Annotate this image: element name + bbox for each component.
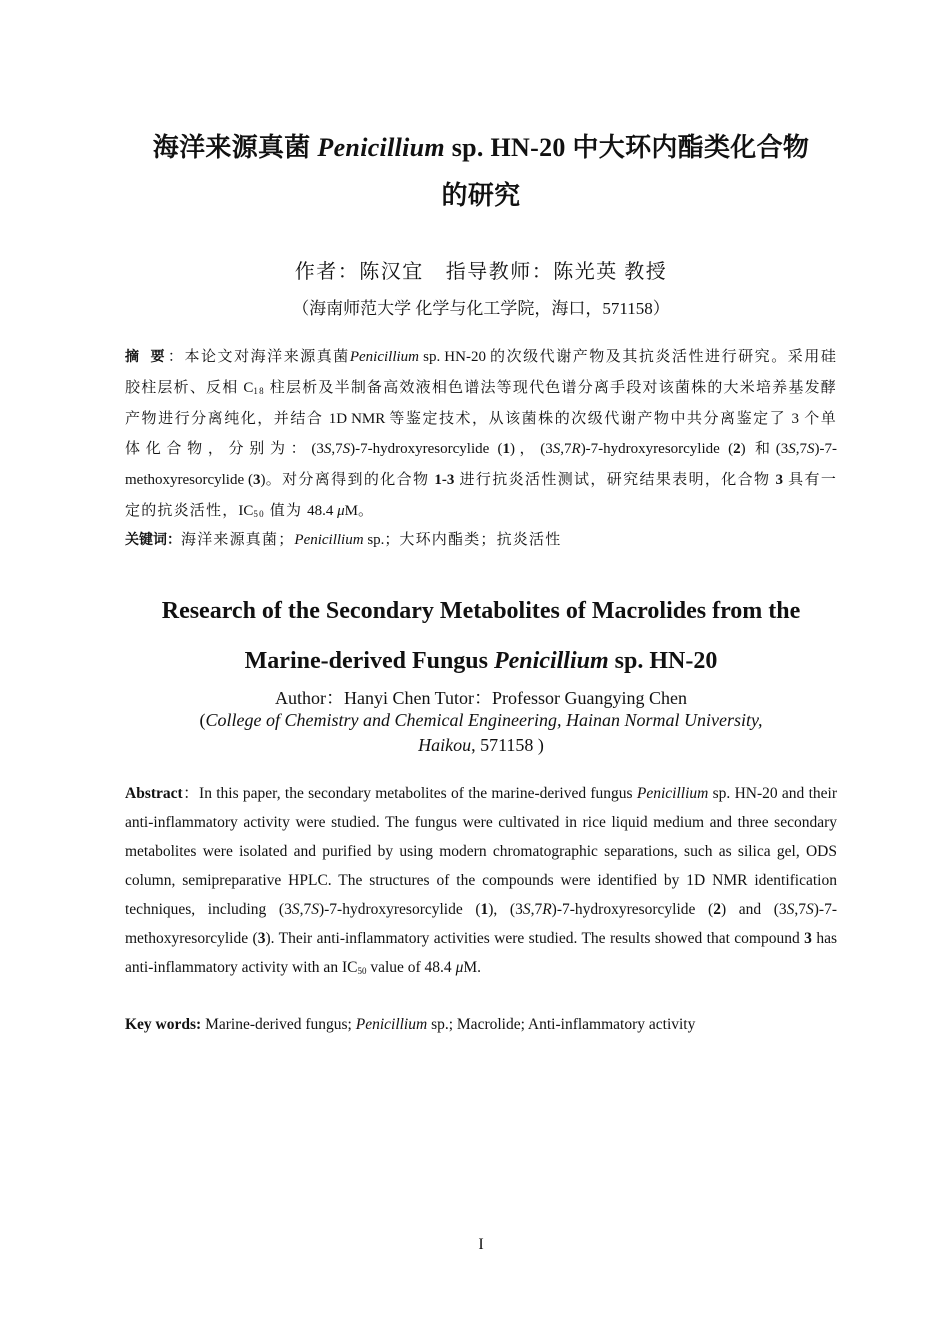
english-title: Research of the Secondary Metabolites of Macrolides from the Marine-derived Fungus Penicillium sp. HN-20 xyxy=(161,598,801,674)
english-keywords: Key words: Marine-derived fungus; Penicillium sp.; Macrolide; Anti-inflammatory activity xyxy=(125,1016,696,1033)
page-number: I xyxy=(478,1236,484,1253)
chinese-author-line xyxy=(125,255,837,284)
chinese-title: 海洋来源真菌 Penicillium sp. HN-20 中大环内酯类化合物 的研究 xyxy=(152,133,810,210)
english-abstract: Abstract：In this paper, the secondary metabolites of the marine-derived fungus Penicillium sp. HN-20 and their anti-inflammatory activity were studied. The fungus were cultivated in rice liquid medium and three secondary metabolites were isolated and purified by using modern chromatographic separations, such as silica gel, ODS column, semipreparative HPLC. The structures of the compounds were identified by 1D NMR identification techniques, including (3S,7S)-7-hydroxyresorcylide (1), (3S,7R)-7-hydroxyresorcylide (2) and (3S,7S)-7-methoxyresorcylide (3). Their anti-inflammatory activities were studied. The results showed that compound 3 has anti-inflammatory activity with an $IC_{50}$ value of 48.4 μM. xyxy=(125,785,838,976)
genus-name: Penicillium xyxy=(493,648,609,674)
compound-1: (3S,7S)-7-hydroxyresorcylide (1), xyxy=(278,901,510,918)
compound-2: (3S,7R)-7-hydroxyresorcylide (2) and xyxy=(509,901,774,918)
chinese-keywords-label: 关键词： xyxy=(125,532,181,548)
chinese-author: 作者：陈汉宜 xyxy=(294,261,424,283)
chinese-affiliation: （海南师范大学 化学与化工学院，海口，571158） xyxy=(292,299,670,318)
english-author-line: Author：Hanyi Chen Tutor：Professor Guangying Chen xyxy=(275,688,687,708)
english-affiliation: (College of Chemistry and Chemical Engineering, Hainan Normal University, Haikou, 571158 ) xyxy=(199,710,763,755)
compound-3: (3S,7S)-7-methoxyresorcylide (3). Their anti-inflammatory activities were studied. The results showed that compound xyxy=(125,901,838,947)
chinese-tutor: 指导教师：陈光英 教授 xyxy=(445,261,668,283)
genus-name: Penicillium xyxy=(317,133,445,162)
chinese-abstract: 摘 要：本论文对海洋来源真菌Penicillium sp. HN-20 的次级代谢产物及其抗炎活性进行研究。采用硅胶柱层析、反相 $C_{18}$ 柱层析及半制备高效液相色谱法等现代色谱分离手段对该菌株的大米培养基发酵产物进行分离纯化，并结合 1D NMR 等鉴定技术，从该菌株的次级代谢产物中共分离鉴定了 3 个单体化合物，分别为：(3S,7S)-7-hydroxyresorcylide (1)，(3S,7R)-7-hydroxyresorcylide (2) 和(3S,7S)-7-methoxyresorcylide (3)。对分离得到的化合物 1-3 进行抗炎活性测试，研究结果表明，化合物 3 具有一定的抗炎活性，$IC_{50}$ 值为 48.4 μM。 xyxy=(125,349,838,519)
english-keywords-label: Key words: xyxy=(125,1016,206,1033)
chinese-abstract-label: 摘 要 xyxy=(125,349,168,365)
compound-3: (3S,7S)-7-methoxyresorcylide (3) xyxy=(125,441,837,489)
chinese-keywords: 关键词：海洋来源真菌；Penicillium sp.；大环内酯类；抗炎活性 xyxy=(125,532,562,548)
english-abstract-label: Abstract xyxy=(125,785,183,802)
compound-2: (3S,7R)-7-hydroxyresorcylide (2) xyxy=(540,441,746,458)
compound-1: (3S,7S)-7-hydroxyresorcylide (1) xyxy=(311,441,516,458)
